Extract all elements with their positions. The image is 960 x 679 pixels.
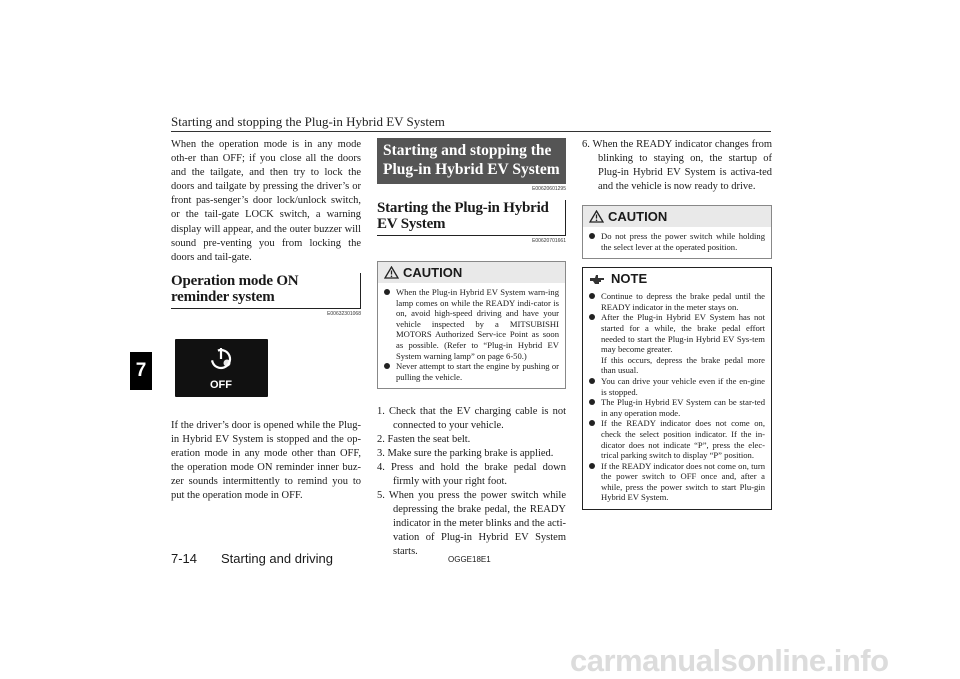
note-item: Continue to depress the brake pedal until the READY indicator in the meter stays on. xyxy=(589,291,765,312)
footer-chapter-title: Starting and driving xyxy=(221,551,334,566)
note-label: NOTE xyxy=(611,271,648,287)
chapter-tab: 7 xyxy=(130,352,152,390)
warning-triangle-icon xyxy=(384,266,399,279)
step-item: 6. When the READY indicator changes from blinking to staying on, the startup of Plug-in Hybrid EV System is activa-ted and the vehicle is now ready to drive. xyxy=(582,139,772,192)
section-heading-block xyxy=(377,200,566,236)
start-steps-continued xyxy=(582,138,772,194)
caution-label: CAUTION xyxy=(608,209,668,224)
step-item: 1. Check that the EV charging cable is not connected to your vehicle. xyxy=(377,406,566,432)
caution-box xyxy=(582,205,772,259)
caution-list xyxy=(378,287,565,382)
column-right xyxy=(582,138,772,510)
running-header: Starting and stopping the Plug-in Hybrid EV System xyxy=(171,114,445,129)
start-steps-list xyxy=(377,405,566,559)
note-item: If the READY indicator does not come on, turn the power switch to OFF once and, after a while, press the power switch to start Plu-gin Hybrid EV System. xyxy=(589,461,765,503)
note-item: The Plug-in Hybrid EV System can be star-ted in any operation mode. xyxy=(589,397,765,418)
note-item: You can drive your vehicle even if the en-gine is stopped. xyxy=(589,376,765,397)
section-title-reminder: Operation mode ON reminder system xyxy=(171,272,299,305)
caution-item: Do not press the power switch while holding the select lever at the operated position. xyxy=(589,231,765,252)
caution-label: CAUTION xyxy=(403,265,463,280)
step-item: 2. Fasten the seat belt. xyxy=(377,434,471,446)
off-label: OFF xyxy=(210,378,232,391)
section-code: E00620701661 xyxy=(532,238,566,244)
caution-item: When the Plug-in Hybrid EV System warn-ing lamp comes on while the READY indi-cator is on, avoid high-speed driving and have your vehicle inspected by a MITSUBISHI MOTORS Authorized Serv-ice Point as soon as possible. (Refer to “Plug-in Hybrid EV System warning lamp” on page 6-50.) xyxy=(384,287,559,361)
section-heading-block xyxy=(171,273,361,309)
column-middle xyxy=(377,138,566,559)
power-switch-icon xyxy=(175,339,268,397)
caution-item: Never attempt to start the engine by pushing or pulling the vehicle. xyxy=(384,361,559,382)
note-item: After the Plug-in Hybrid EV System has not started for a while, the brake pedal effort needed to start the Plug-in Hybrid EV Sys-tem may become greater. If this occurs, depress the brake pedal more than usual. xyxy=(589,312,765,376)
document-code: OGGE18E1 xyxy=(448,555,491,564)
warning-triangle-icon xyxy=(589,210,604,223)
header-rule xyxy=(171,131,771,132)
caution-box xyxy=(377,261,566,389)
step-item: 3. Make sure the parking brake is applied. xyxy=(377,448,554,460)
reminder-body: If the driver’s door is opened while the Plug-in Hybrid EV System is stopped and the op-eration mode in any mode other than OFF, the operation mode ON reminder inner buz-zer sounds intermittently to remind you to put the operation mode in OFF. xyxy=(171,419,361,502)
section-code: E00632301068 xyxy=(327,310,361,317)
note-item: If the READY indicator does not come on, check the select position indicator. If the in-dicator does not indicate “P”, press the elec-trical parking switch to display “P” position. xyxy=(589,418,765,460)
power-off-illustration xyxy=(175,339,268,397)
step-item: 4. Press and hold the brake pedal down firmly with your right foot. xyxy=(377,462,566,488)
caution-list xyxy=(583,231,771,252)
note-box xyxy=(582,267,772,510)
note-list xyxy=(583,291,771,503)
section-title-starting: Starting the Plug-in Hybrid EV System xyxy=(377,200,549,232)
chapter-section-banner: Starting and stopping the Plug-in Hybrid EV System xyxy=(377,138,566,184)
note-header xyxy=(583,268,771,289)
banner-code: E00620601295 xyxy=(532,186,566,192)
step-item: 5. When you press the power switch while depressing the brake pedal, the READY indicator in the meter blinks and the acti-vation of Plug-in Hybrid EV System starts. xyxy=(377,490,566,558)
caution-header xyxy=(583,206,771,227)
note-hand-icon xyxy=(589,272,607,286)
watermark-logo: carmanualsonline.info xyxy=(570,643,889,678)
column-left xyxy=(171,138,361,503)
caution-header xyxy=(378,262,565,283)
intro-paragraph: When the operation mode is in any mode oth-er than OFF; if you close all the doors and the tailgate, and then try to lock the doors and tailgate by pressing the driver’s or front pas-senger’s door lock/unlock switch, or the tail-gate LOCK switch, a warning display will appear, and the outer buzzer will sound pre-venting you from locking the doors and tail-gate. xyxy=(171,139,361,263)
page-number: 7-14 xyxy=(171,551,198,566)
